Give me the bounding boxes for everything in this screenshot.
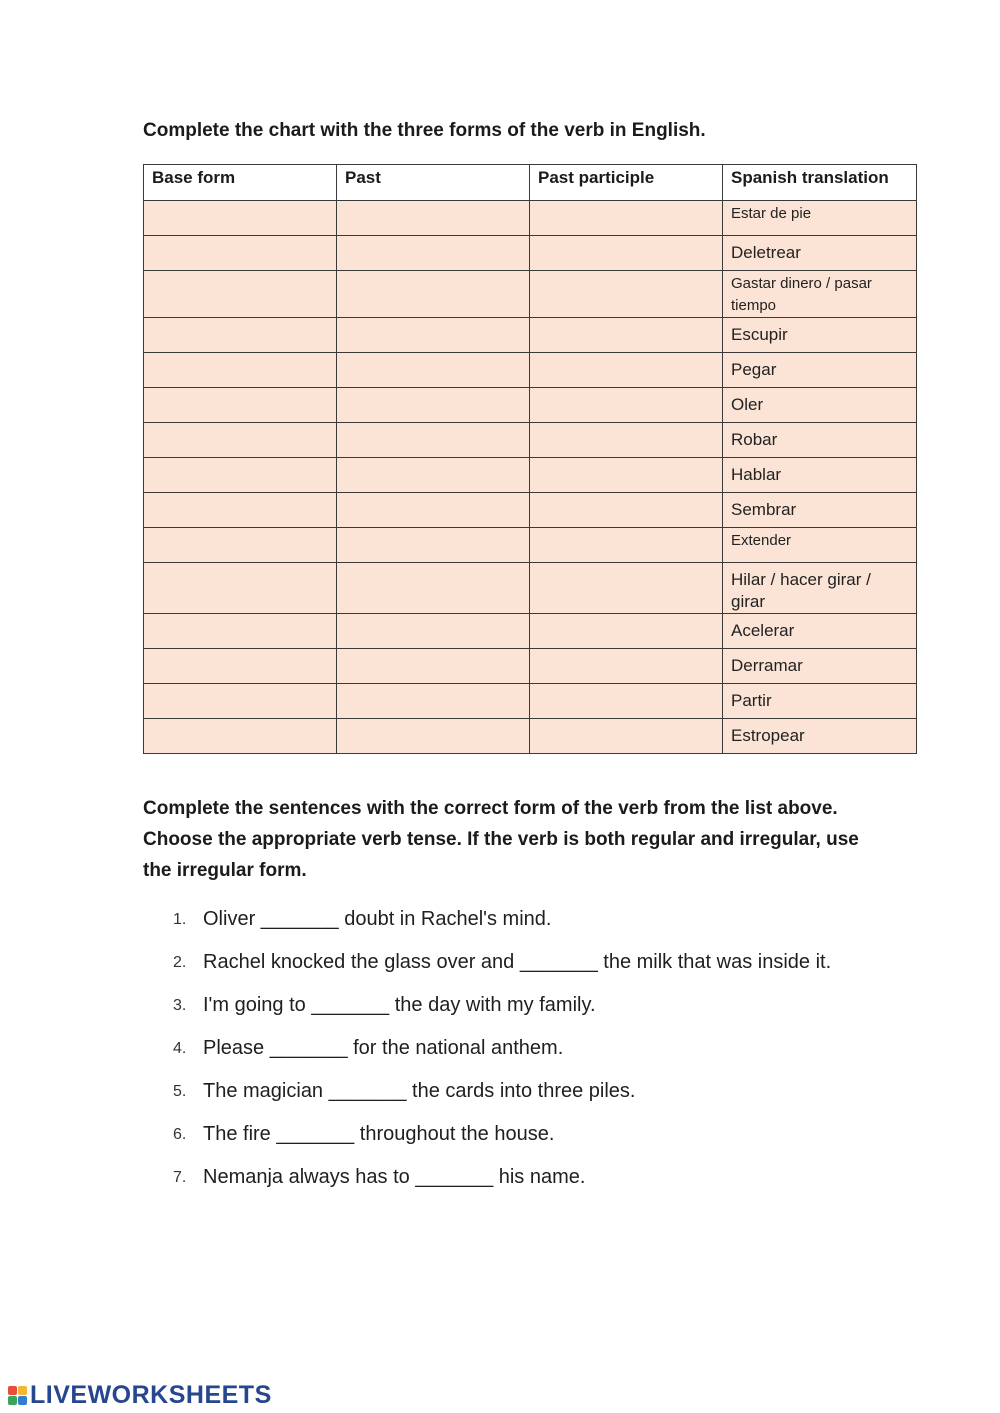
past-participle-input[interactable] (538, 429, 718, 457)
past-participle-input[interactable] (538, 655, 718, 683)
table-row (144, 236, 917, 271)
past-cell (337, 423, 530, 458)
sentence-number: 2. (173, 954, 187, 971)
table-row (144, 493, 917, 528)
past-participle-cell (530, 493, 723, 528)
base-form-cell (144, 458, 337, 493)
past-participle-input[interactable] (538, 394, 718, 422)
table-row (144, 563, 917, 614)
past-input[interactable] (345, 324, 525, 352)
past-participle-cell (530, 528, 723, 563)
past-cell (337, 236, 530, 271)
spanish-translation-cell: Estar de pie (723, 201, 917, 236)
base-form-cell (144, 719, 337, 754)
base-form-cell (144, 271, 337, 318)
past-input[interactable] (345, 655, 525, 683)
past-participle-input[interactable] (538, 725, 718, 753)
spanish-translation-cell: Partir (723, 684, 917, 719)
past-input[interactable] (345, 394, 525, 422)
header-past-participle: Past participle (530, 165, 723, 201)
past-participle-cell (530, 614, 723, 649)
past-participle-cell (530, 201, 723, 236)
past-participle-cell (530, 684, 723, 719)
spanish-translation-cell: Estropear (723, 719, 917, 754)
past-input[interactable] (345, 207, 525, 235)
past-participle-cell (530, 271, 723, 318)
base-form-input[interactable] (152, 534, 332, 562)
past-participle-input[interactable] (538, 277, 718, 305)
past-participle-cell (530, 318, 723, 353)
sentence-item (143, 1156, 883, 1199)
spanish-translation-cell: Gastar dinero / pasar tiempo (723, 271, 917, 318)
past-input[interactable] (345, 620, 525, 648)
verb-forms-table (143, 164, 917, 754)
sentence-text: The magician _______ the cards into three piles. (203, 1080, 636, 1102)
base-form-cell (144, 528, 337, 563)
past-participle-input[interactable] (538, 359, 718, 387)
past-participle-cell (530, 353, 723, 388)
base-form-input[interactable] (152, 394, 332, 422)
past-participle-input[interactable] (538, 569, 718, 597)
sentence-text: I'm going to _______ the day with my family. (203, 994, 596, 1016)
base-form-cell (144, 353, 337, 388)
logo-blocks-icon (8, 1386, 27, 1405)
past-input[interactable] (345, 690, 525, 718)
base-form-cell (144, 318, 337, 353)
table-header-row (144, 165, 917, 201)
past-participle-input[interactable] (538, 690, 718, 718)
past-participle-input[interactable] (538, 534, 718, 562)
base-form-input[interactable] (152, 725, 332, 753)
chart-instructions: Complete the chart with the three forms of the verb in English. (143, 120, 706, 141)
base-form-input[interactable] (152, 620, 332, 648)
spanish-translation-cell: Sembrar (723, 493, 917, 528)
past-input[interactable] (345, 534, 525, 562)
sentence-text: Nemanja always has to _______ his name. (203, 1166, 586, 1188)
sentence-number: 1. (173, 911, 187, 928)
past-cell (337, 458, 530, 493)
base-form-cell (144, 423, 337, 458)
base-form-cell (144, 236, 337, 271)
past-cell (337, 563, 530, 614)
base-form-cell (144, 614, 337, 649)
past-cell (337, 201, 530, 236)
sentence-item (143, 898, 883, 941)
past-participle-input[interactable] (538, 324, 718, 352)
past-cell (337, 614, 530, 649)
base-form-input[interactable] (152, 464, 332, 492)
sentence-text: Oliver _______ doubt in Rachel's mind. (203, 908, 552, 930)
sentence-item (143, 1113, 883, 1156)
spanish-translation-cell: Oler (723, 388, 917, 423)
base-form-input[interactable] (152, 499, 332, 527)
past-cell (337, 271, 530, 318)
past-input[interactable] (345, 464, 525, 492)
past-input[interactable] (345, 499, 525, 527)
sentence-item (143, 1070, 883, 1113)
sentence-text: Rachel knocked the glass over and _______ the milk that was inside it. (203, 951, 832, 973)
base-form-input[interactable] (152, 655, 332, 683)
past-participle-input[interactable] (538, 207, 718, 235)
past-participle-input[interactable] (538, 499, 718, 527)
sentence-item (143, 984, 883, 1027)
past-cell (337, 528, 530, 563)
spanish-translation-cell: Deletrear (723, 236, 917, 271)
sentence-item (143, 1027, 883, 1070)
past-participle-cell (530, 458, 723, 493)
sentence-number: 5. (173, 1083, 187, 1100)
past-input[interactable] (345, 725, 525, 753)
base-form-input[interactable] (152, 690, 332, 718)
table-row (144, 458, 917, 493)
past-cell (337, 318, 530, 353)
spanish-translation-cell: Extender (723, 528, 917, 563)
header-base-form: Base form (144, 165, 337, 201)
base-form-input[interactable] (152, 569, 332, 597)
table-row (144, 353, 917, 388)
header-past: Past (337, 165, 530, 201)
sentence-number: 4. (173, 1040, 187, 1057)
table-row (144, 318, 917, 353)
past-cell (337, 719, 530, 754)
sentence-number: 3. (173, 997, 187, 1014)
past-participle-cell (530, 719, 723, 754)
table-row (144, 719, 917, 754)
spanish-translation-cell: Robar (723, 423, 917, 458)
sentence-item (143, 941, 883, 984)
past-input[interactable] (345, 277, 525, 305)
sentence-text: The fire _______ throughout the house. (203, 1123, 555, 1145)
past-cell (337, 649, 530, 684)
base-form-input[interactable] (152, 277, 332, 305)
past-cell (337, 388, 530, 423)
past-input[interactable] (345, 429, 525, 457)
header-spanish-translation: Spanish translation (723, 165, 917, 201)
base-form-input[interactable] (152, 324, 332, 352)
spanish-translation-cell: Derramar (723, 649, 917, 684)
spanish-translation-cell: Hilar / hacer girar / girar (723, 563, 917, 614)
past-participle-cell (530, 236, 723, 271)
spanish-translation-cell: Escupir (723, 318, 917, 353)
table-row (144, 649, 917, 684)
sentence-text: Please _______ for the national anthem. (203, 1037, 564, 1059)
base-form-input[interactable] (152, 207, 332, 235)
past-input[interactable] (345, 569, 525, 597)
past-input[interactable] (345, 359, 525, 387)
table-row (144, 201, 917, 236)
base-form-input[interactable] (152, 242, 332, 270)
sentence-list (143, 898, 883, 1199)
sentence-number: 7. (173, 1169, 187, 1186)
base-form-cell (144, 201, 337, 236)
spanish-translation-cell: Hablar (723, 458, 917, 493)
past-input[interactable] (345, 242, 525, 270)
table-row (144, 423, 917, 458)
past-participle-input[interactable] (538, 242, 718, 270)
table-row (144, 684, 917, 719)
base-form-cell (144, 563, 337, 614)
base-form-cell (144, 684, 337, 719)
past-participle-input[interactable] (538, 464, 718, 492)
past-participle-cell (530, 388, 723, 423)
base-form-cell (144, 388, 337, 423)
sentences-instructions: Complete the sentences with the correct form of the verb from the list above. Choose the appropriate verb tense. If the verb is both regular and irregular, use the irregular form. (143, 798, 859, 881)
spanish-translation-cell: Pegar (723, 353, 917, 388)
base-form-cell (144, 493, 337, 528)
past-participle-cell (530, 423, 723, 458)
past-cell (337, 353, 530, 388)
base-form-cell (144, 649, 337, 684)
past-cell (337, 493, 530, 528)
table-row (144, 388, 917, 423)
table-row (144, 614, 917, 649)
past-participle-cell (530, 563, 723, 614)
table-row (144, 528, 917, 563)
past-cell (337, 684, 530, 719)
past-participle-cell (530, 649, 723, 684)
spanish-translation-cell: Acelerar (723, 614, 917, 649)
liveworksheets-logo (8, 1381, 272, 1409)
base-form-input[interactable] (152, 359, 332, 387)
logo-text: LIVEWORKSHEETS (30, 1380, 272, 1409)
past-participle-input[interactable] (538, 620, 718, 648)
base-form-input[interactable] (152, 429, 332, 457)
table-row (144, 271, 917, 318)
sentence-number: 6. (173, 1126, 187, 1143)
